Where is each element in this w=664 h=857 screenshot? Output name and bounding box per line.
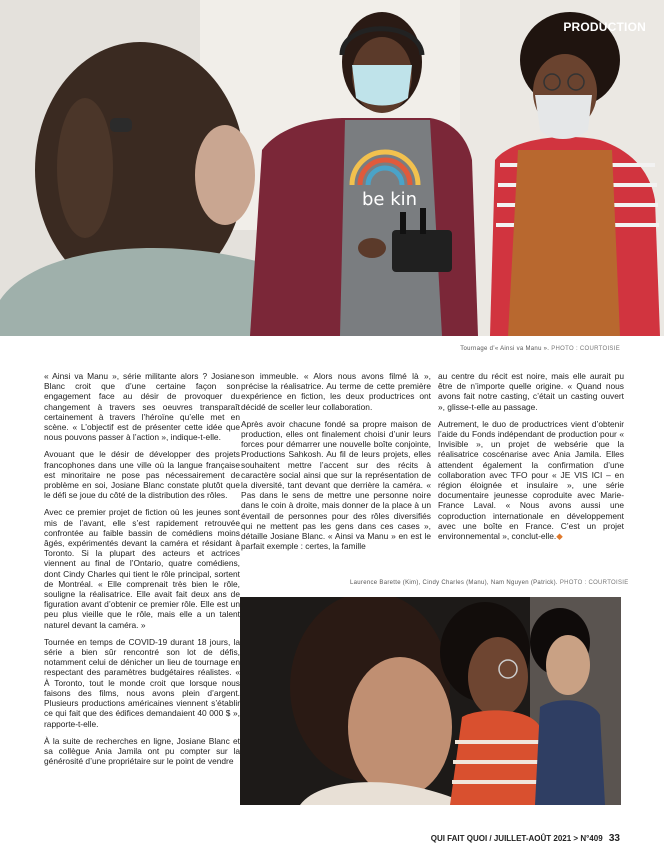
blurred-figure-hair-tie	[110, 118, 132, 132]
bottom-caption-text: Laurence Barette (Kim), Cindy Charles (Manu), Nam Nguyen (Patrick).	[350, 580, 558, 586]
face-mask-blue	[352, 65, 412, 106]
bottom-photo	[240, 597, 621, 805]
bottom-photo-illustration	[240, 597, 621, 805]
article-column-1	[44, 371, 240, 773]
blurred-figure-cheek	[195, 125, 255, 225]
right-person-apron	[508, 150, 620, 336]
paragraph: À la suite de recherches en ligne, Josiane Blanc et sa collègue Ania Jamila ont pu compter sur la générosité d’une propriétaire sur le point de vendre	[44, 735, 240, 767]
end-of-article-mark: ◆	[556, 531, 563, 542]
paragraph: « Ainsi va Manu », série militante alors ? Josiane Blanc croit que d’une certaine façon son engagement face au désir de provoquer du changement à travers ses oeuvres transparaît certainement à travers l’héroïne qu’elle met en scène. « L’objectif est de présenter cette idée que nous pouvons passer à l’action », indique-t-elle.	[44, 371, 240, 443]
article-column-2	[241, 371, 431, 558]
paragraph: Avouant que le désir de développer des projets francophones dans une ville où la langue française est minoritaire ne pose pas nécessairement de problème en soi, Josiane Blanc constate plutôt que le défi se joue du côté de la distribution des rôles.	[44, 449, 240, 501]
monitor-antenna-2	[420, 208, 426, 234]
face-mask-white	[535, 95, 592, 139]
paragraph: Avec ce premier projet de fiction où les jeunes sont mis de l’avant, elle s’est rapidement retrouvée confrontée au faible bassin de comédiens moins âgés, expérimentés devant la caméra et résidant à Toronto. Si la plupart des acteurs et actrices viennent au final de l’Ontario, quatre comédiens, dont Cindy Charles qui tient le rôle principal, sortent de Montréal. « Elle comprenait très bien le rôle, souligne la réalisatrice. Elle avait fait deux ans de figuration avant d’obtenir ce premier rôle. Elle est un peu plus vieille que le rôle, mais elle a un talent naturel devant la caméra. »	[44, 507, 240, 630]
right-person-plaid-shirt	[535, 700, 605, 805]
paragraph: au centre du récit est noire, mais elle aurait pu être de n’importe quelle origine. « Quand nous avons fait notre casting, c’était un casting ouvert », glisse-t-elle au passage.	[438, 371, 624, 412]
blurred-figure-ponytail	[57, 98, 113, 238]
paragraph: Après avoir chacune fondé sa propre maison de production, elles ont finalement choisi d’unir leurs forces pour démarrer une nouvelle boîte conjointe, Productions Sahkosh. Au fil de leurs projets, elles souhaitent mettre l’accent sur des récits à caractère social ainsi que sur la représentation de la diversité, tant devant que derrière la caméra. « Pas dans le sens de mettre une personne noire dans le coin à droite, mais donner de la place à un éventail de personnes pour des rôles diversifiés qui ne mettent pas les gens dans ces cases », détaille Josiane Blanc. « Ainsi va Manu » en est le parfait exemple : certes, la famille	[241, 418, 431, 552]
paragraph: Tournée en temps de COVID-19 durant 18 jours, la série a bien sûr rencontré son lot de défis, notamment celui de dénicher un lieu de tournage en respectant des paramètres budgétaires réalistes. « À Toronto, tout le monde croit que lorsque nous faisons des films, nous avons plein d’argent. Plusieurs productions américaines viennent s’établir ce qui fait que des édifices demandaient 40 000 $ », rapporte-t-elle.	[44, 636, 240, 729]
section-label: PRODUCTION	[563, 20, 646, 34]
paragraph-text: Autrement, le duo de productrices vient d’obtenir l’aide du Fonds indépendant de production pour « Invisible », un projet de websérie que la réalisatrice coscénarise avec Ania Jamila. Elles attendent également la confirmation d’une collaboration avec TFO pour « JE VIS ICI – en région éloignée et insulaire », une série documentaire jeunesse coproduite avec Marie-France Laval. « Nous avons aussi une coproduction internationale en développement avec une boîte en France. C’est un projet environnemental », conclut-elle.	[438, 418, 624, 542]
paragraph	[438, 419, 624, 541]
page-number: 33	[608, 833, 620, 844]
bottom-caption-credit: PHOTO : COURTOISIE	[559, 580, 629, 586]
paragraph: son immeuble. « Alors nous avons filmé là », précise la réalisatrice. Au terme de cette première expérience en fiction, les deux productrices ont décidé de sceller leur collaboration.	[241, 371, 431, 412]
article-column-3	[438, 371, 624, 548]
center-person-hand	[358, 238, 386, 258]
top-caption-text: Tournage d’« Ainsi va Manu ».	[460, 346, 550, 352]
right-person-face	[546, 635, 590, 695]
top-photo-illustration	[0, 0, 664, 336]
top-photo-caption	[460, 346, 620, 352]
middle-person-striped-shirt	[450, 710, 545, 805]
camera-monitor	[392, 230, 452, 272]
magazine-issue: QUI FAIT QUOI / JUILLET-AOÛT 2021 > N°409	[430, 834, 603, 843]
top-caption-credit: PHOTO : COURTOISIE	[551, 346, 620, 352]
monitor-antenna-1	[400, 212, 406, 234]
shirt-text: be kin	[362, 189, 418, 210]
page-footer	[431, 833, 620, 844]
middle-person-face	[468, 637, 528, 717]
front-person-face	[348, 657, 452, 797]
bottom-photo-caption	[350, 580, 629, 586]
top-photo	[0, 0, 664, 336]
